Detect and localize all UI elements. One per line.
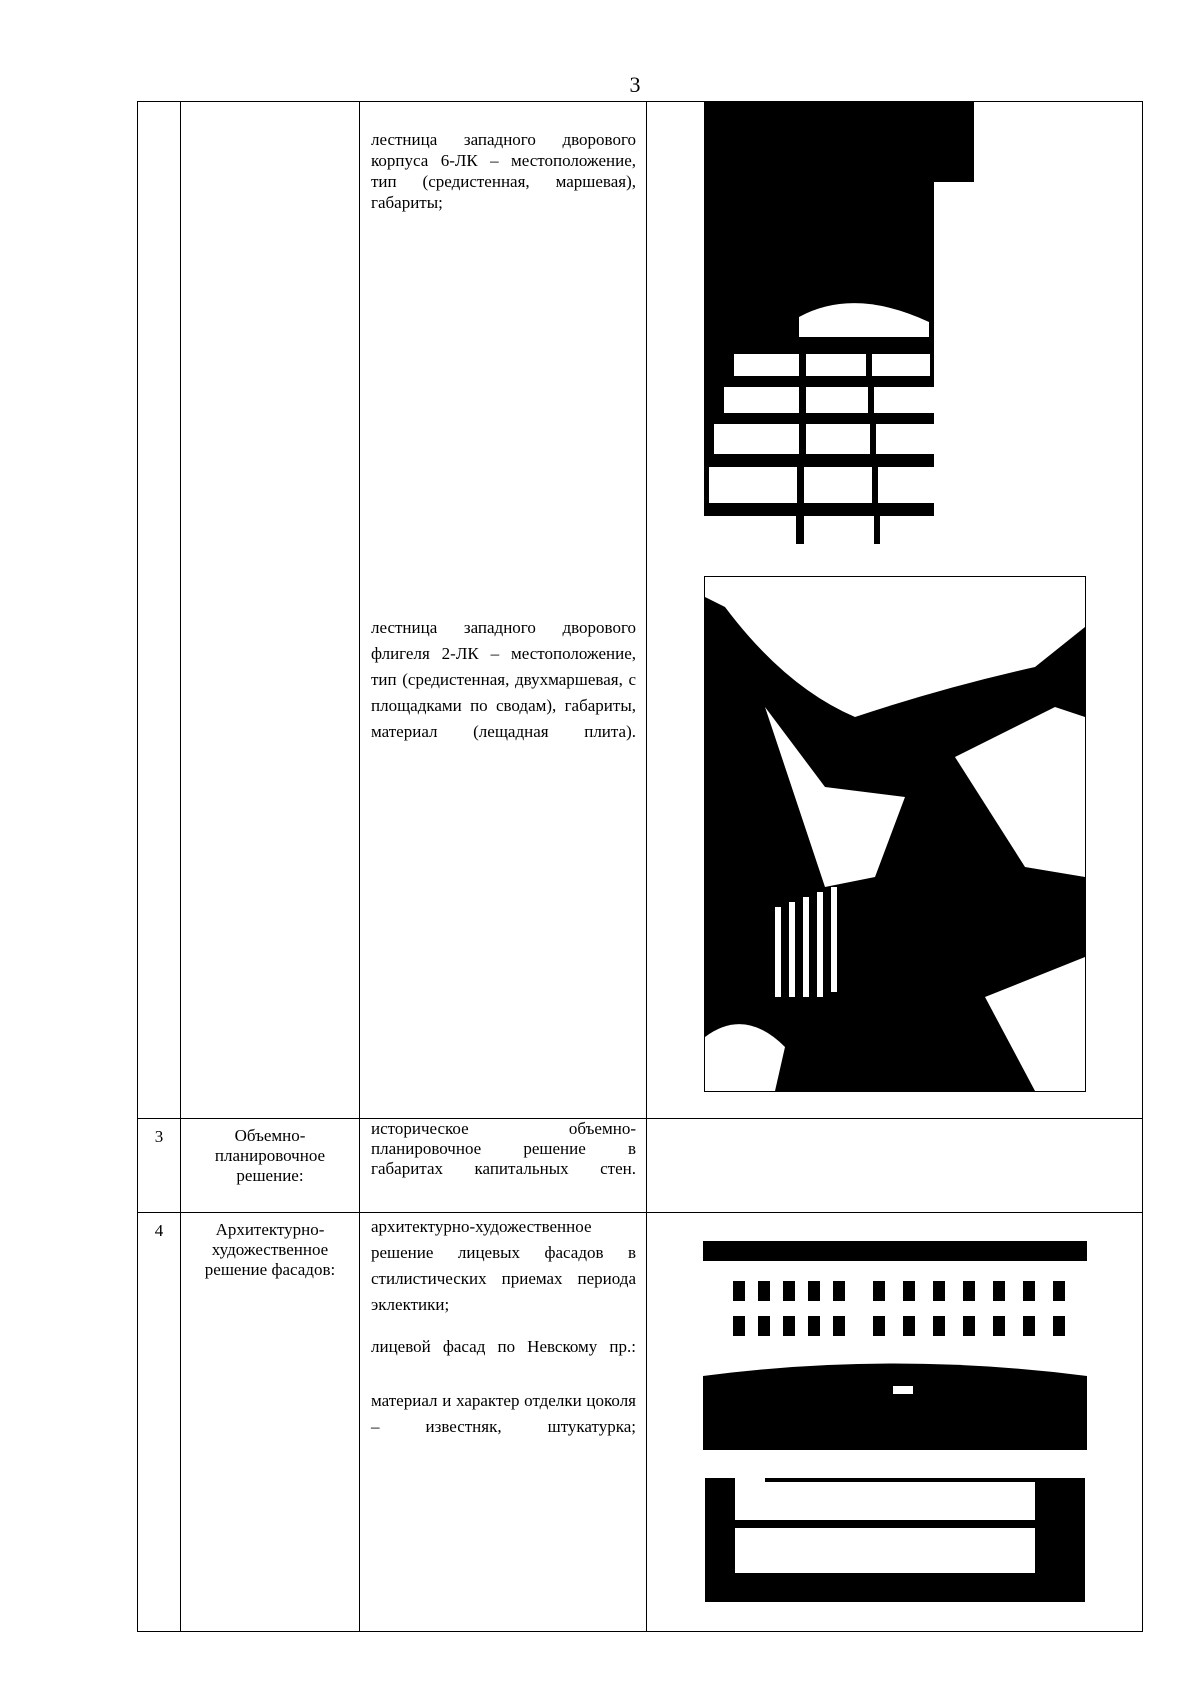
row-title: Архитектурно-художественное решение фасадов:	[181, 1213, 360, 1632]
plinth-photo	[705, 1478, 1085, 1602]
row-description	[360, 102, 647, 1119]
page-number: 3	[629, 72, 641, 97]
description-paragraph: материал и характер отделки цоколя – известняк, штукатурка;	[371, 1391, 636, 1436]
row-description	[360, 1119, 647, 1213]
row-title: Объемно-планировочное решение:	[181, 1119, 360, 1213]
empty-cell	[647, 1119, 1143, 1213]
table-row	[138, 102, 1143, 1119]
description-paragraph: архитектурно-художественное решение лицевых фасадов в стилистических приемах периода эклектики;	[371, 1217, 636, 1314]
table-row	[138, 1213, 1143, 1632]
table-row	[138, 1119, 1143, 1213]
description-paragraph: лестница западного дворового флигеля 2-ЛК – местоположение, тип (средистенная, двухмаршевая, с площадками по сводам), габариты, материал (лещадная плита).	[371, 618, 636, 741]
photo-cell	[647, 1213, 1143, 1632]
row-title	[181, 102, 360, 1119]
row-number	[138, 102, 181, 1119]
staircase-6lk-photo	[704, 102, 974, 547]
description-paragraph: лестница западного дворового корпуса 6-ЛК – местоположение, тип (средистенная, маршевая), габариты;	[371, 130, 636, 212]
description-paragraph: лицевой фасад по Невскому пр.:	[371, 1337, 636, 1356]
protection-subject-table	[137, 101, 1143, 1632]
photo-cell	[647, 102, 1143, 1119]
row-number: 4	[138, 1213, 181, 1632]
row-description	[360, 1213, 647, 1632]
row-number: 3	[138, 1119, 181, 1213]
description-paragraph: историческое объемно-планировочное решение в габаритах капитальных стен.	[371, 1119, 636, 1178]
facade-nevsky-photo	[703, 1241, 1087, 1450]
staircase-2lk-photo	[704, 576, 1086, 1092]
